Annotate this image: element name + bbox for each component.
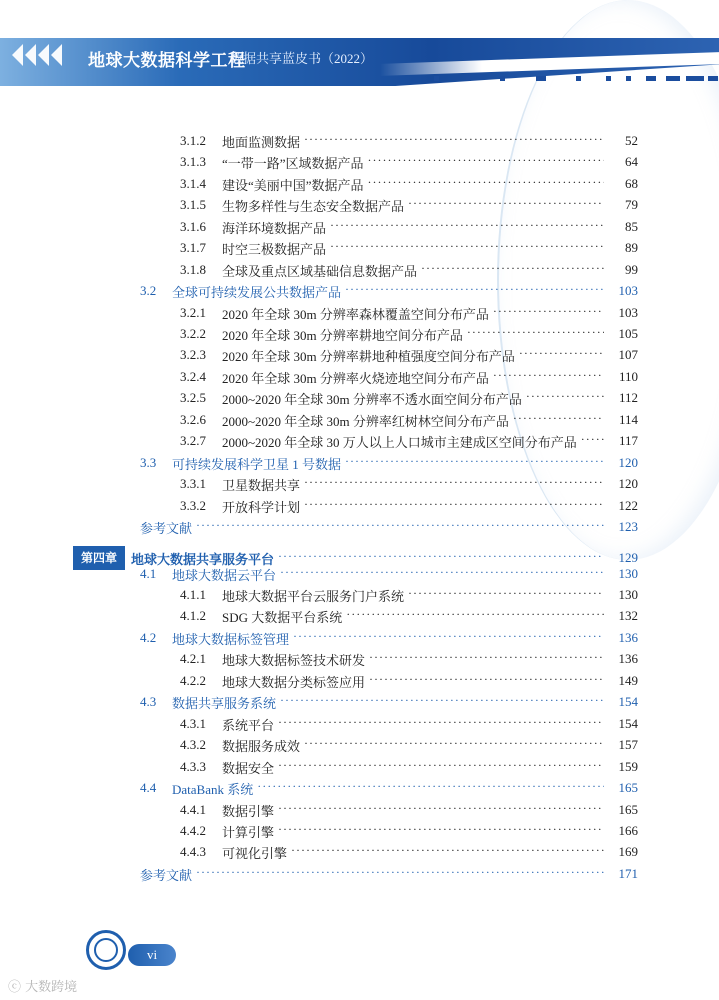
- toc-number: 3.2.7: [180, 433, 206, 448]
- toc-page: 149: [618, 673, 638, 688]
- toc-number: 3.2.4: [180, 369, 206, 384]
- toc-title: 可视化引擎: [222, 845, 288, 861]
- leader-dots: [330, 241, 604, 255]
- leader-dots: [467, 327, 604, 341]
- toc-title: 数据引擎: [222, 803, 275, 819]
- toc-number: 4.3: [140, 694, 157, 709]
- toc-page: 154: [618, 716, 638, 731]
- toc-title: 全球及重点区域基础信息数据产品: [222, 263, 418, 279]
- toc-page: 165: [618, 780, 638, 795]
- toc-page: 112: [618, 390, 638, 405]
- chevron-left-icon: [12, 44, 64, 71]
- toc-subsection[interactable]: [180, 431, 638, 451]
- page-header: [0, 0, 719, 110]
- toc-title: 参考文献: [140, 867, 193, 883]
- toc-number: 3.3.2: [180, 498, 206, 513]
- chapter-title: 地球大数据共享服务平台: [131, 552, 275, 568]
- toc-title: 2020 年全球 30m 分辨率耕地种植强度空间分布产品: [222, 348, 515, 364]
- toc-subsection[interactable]: [180, 367, 638, 387]
- toc-section[interactable]: [140, 628, 638, 648]
- toc-section[interactable]: [140, 778, 638, 798]
- toc-title: 地球大数据云平台: [172, 567, 277, 583]
- toc-number: 3.2.5: [180, 390, 206, 405]
- toc-title: 全球可持续发展公共数据产品: [172, 284, 342, 300]
- toc-section[interactable]: [140, 692, 638, 712]
- toc-page: 68: [625, 176, 638, 191]
- toc-number: 3.2.3: [180, 347, 206, 362]
- leader-dots: [526, 391, 604, 405]
- toc-subsection[interactable]: [180, 800, 638, 820]
- leader-dots: [291, 845, 604, 859]
- leader-dots: [278, 803, 604, 817]
- toc-page: 114: [618, 412, 638, 427]
- toc-page: 117: [618, 433, 638, 448]
- toc-subsection[interactable]: [180, 195, 638, 215]
- toc-subsection[interactable]: [180, 131, 638, 151]
- toc-subsection[interactable]: [180, 303, 638, 323]
- toc-title: 地面监测数据: [222, 134, 301, 150]
- chapter-heading[interactable]: [73, 546, 638, 570]
- leader-dots: [346, 609, 604, 623]
- toc-page: 85: [625, 219, 638, 234]
- toc-subsection[interactable]: [180, 474, 638, 494]
- leader-dots: [278, 717, 604, 731]
- toc-number: 3.1.2: [180, 133, 206, 148]
- toc-subsection[interactable]: [180, 152, 638, 172]
- toc-subsection[interactable]: [180, 410, 638, 430]
- leader-dots: [278, 824, 604, 838]
- toc-number: 3.1.5: [180, 197, 206, 212]
- toc-number: 3.2.2: [180, 326, 206, 341]
- toc-number: 3.1.8: [180, 262, 206, 277]
- toc-title: 地球大数据标签技术研发: [222, 652, 366, 668]
- leader-dots: [369, 652, 604, 666]
- leader-dots: [345, 284, 604, 298]
- leader-dots: [421, 263, 604, 277]
- toc-subsection[interactable]: [180, 671, 638, 691]
- leader-dots: [293, 631, 604, 645]
- toc-number: 4.2: [140, 630, 157, 645]
- toc-page: 171: [618, 866, 638, 881]
- toc-references[interactable]: [140, 517, 638, 537]
- toc-title: 数据共享服务系统: [172, 695, 277, 711]
- toc-number: 3.1.6: [180, 219, 206, 234]
- toc-page: 120: [618, 476, 638, 491]
- toc-number: 4.1: [140, 566, 157, 581]
- toc-title: 2000~2020 年全球 30m 分辨率红树林空间分布产品: [222, 413, 509, 429]
- leader-dots: [513, 413, 604, 427]
- toc-subsection[interactable]: [180, 842, 638, 862]
- toc-subsection[interactable]: [180, 649, 638, 669]
- toc-subsection[interactable]: [180, 821, 638, 841]
- toc-title: 可持续发展科学卫星 1 号数据: [172, 456, 342, 472]
- toc-number: 3.1.3: [180, 154, 206, 169]
- toc-number: 4.1.2: [180, 608, 206, 623]
- toc-number: 4.4.2: [180, 823, 206, 838]
- toc-page: 154: [618, 694, 638, 709]
- toc-number: 3.3: [140, 455, 157, 470]
- toc-title: 计算引擎: [222, 824, 275, 840]
- toc-title: 地球大数据标签管理: [172, 631, 290, 647]
- toc-number: 3.3.1: [180, 476, 206, 491]
- toc-page: 99: [625, 262, 638, 277]
- toc-number: 3.2: [140, 283, 157, 298]
- toc-title: 开放科学计划: [222, 499, 301, 515]
- leader-dots: [304, 738, 604, 752]
- leader-dots: [408, 198, 604, 212]
- toc-title: DataBank 系统: [172, 781, 254, 797]
- toc-page: 122: [618, 498, 638, 513]
- book-title: 地球大数据科学工程: [88, 51, 246, 70]
- header-dot-pattern: [430, 76, 719, 90]
- toc-page: 52: [625, 133, 638, 148]
- toc-page: 157: [618, 737, 638, 752]
- toc-title: 系统平台: [222, 717, 275, 733]
- toc-page: 123: [618, 519, 638, 534]
- leader-dots: [304, 499, 604, 513]
- toc-title: 2000~2020 年全球 30 万人以上人口城市主建成区空间分布产品: [222, 434, 577, 450]
- leader-dots: [278, 760, 604, 774]
- toc-number: 3.1.4: [180, 176, 206, 191]
- toc-title: 2020 年全球 30m 分辨率火烧迹地空间分布产品: [222, 370, 489, 386]
- toc-subsection[interactable]: [180, 238, 638, 258]
- toc-subsection[interactable]: [180, 735, 638, 755]
- toc-number: 4.2.2: [180, 673, 206, 688]
- toc-number: 3.2.1: [180, 305, 206, 320]
- toc-number: 4.1.1: [180, 587, 206, 602]
- toc-title: 建设“美丽中国”数据产品: [222, 177, 364, 193]
- toc-title: 数据服务成效: [222, 738, 301, 754]
- toc-number: 4.3.2: [180, 737, 206, 752]
- toc-title: 地球大数据分类标签应用: [222, 674, 366, 690]
- toc-number: 4.3.1: [180, 716, 206, 731]
- toc-page: 89: [625, 240, 638, 255]
- toc-references[interactable]: [140, 864, 638, 884]
- toc-page: 165: [618, 802, 638, 817]
- chapter-label: 第四章: [73, 546, 125, 570]
- leader-dots: [408, 588, 604, 602]
- toc-number: 4.4: [140, 780, 157, 795]
- leader-dots: [278, 551, 604, 565]
- toc-title: 数据安全: [222, 760, 275, 776]
- book-subtitle: 数据共享蓝皮书（2022）: [230, 51, 374, 66]
- toc-title: 2020 年全球 30m 分辨率森林覆盖空间分布产品: [222, 306, 489, 322]
- toc-subsection[interactable]: [180, 496, 638, 516]
- toc-title: 海洋环境数据产品: [222, 220, 327, 236]
- toc-number: 4.4.3: [180, 844, 206, 859]
- leader-dots: [581, 434, 604, 448]
- toc-number: 3.1.7: [180, 240, 206, 255]
- leader-dots: [257, 781, 604, 795]
- leader-dots: [369, 674, 604, 688]
- leader-dots: [330, 220, 604, 234]
- toc-subsection[interactable]: [180, 388, 638, 408]
- toc-page: 110: [618, 369, 638, 384]
- toc-number: 4.4.1: [180, 802, 206, 817]
- toc-subsection[interactable]: [180, 217, 638, 237]
- leader-dots: [280, 695, 604, 709]
- leader-dots: [196, 520, 604, 534]
- leader-dots: [493, 306, 604, 320]
- toc-subsection[interactable]: [180, 174, 638, 194]
- toc-subsection[interactable]: [180, 324, 638, 344]
- toc-page: 166: [618, 823, 638, 838]
- chapter-page: 129: [618, 550, 638, 565]
- toc-page: 107: [618, 347, 638, 362]
- toc-page: 136: [618, 630, 638, 645]
- toc-section[interactable]: [140, 453, 638, 473]
- leader-dots: [493, 370, 604, 384]
- toc-page: 132: [618, 608, 638, 623]
- toc-title: 时空三极数据产品: [222, 241, 327, 257]
- toc-page: 105: [618, 326, 638, 341]
- page-number: vi: [128, 944, 176, 966]
- toc-page: 103: [618, 305, 638, 320]
- toc-page: 136: [618, 651, 638, 666]
- watermark: ⓒ 大数跨境: [8, 980, 78, 995]
- toc-title: 地球大数据平台云服务门户系统: [222, 588, 405, 604]
- toc-section[interactable]: [140, 281, 638, 301]
- leader-dots: [304, 134, 604, 148]
- leader-dots: [196, 867, 604, 881]
- leader-dots: [368, 155, 604, 169]
- toc-title: 2000~2020 年全球 30m 分辨率不透水面空间分布产品: [222, 391, 522, 407]
- toc-page: 64: [625, 154, 638, 169]
- leader-dots: [519, 348, 604, 362]
- toc-page: 169: [618, 844, 638, 859]
- toc-title: 参考文献: [140, 520, 193, 536]
- leader-dots: [368, 177, 604, 191]
- toc-title: SDG 大数据平台系统: [222, 609, 343, 625]
- toc-subsection[interactable]: [180, 345, 638, 365]
- toc-number: 4.3.3: [180, 759, 206, 774]
- leader-dots: [304, 477, 604, 491]
- toc-subsection[interactable]: [180, 757, 638, 777]
- toc-page: 120: [618, 455, 638, 470]
- leader-dots: [345, 456, 604, 470]
- toc-subsection[interactable]: [180, 606, 638, 626]
- toc-page: 130: [618, 587, 638, 602]
- toc-number: 3.2.6: [180, 412, 206, 427]
- toc-subsection[interactable]: [180, 714, 638, 734]
- toc-page: 159: [618, 759, 638, 774]
- toc-page: 130: [618, 566, 638, 581]
- toc-title: “一带一路”区域数据产品: [222, 155, 364, 171]
- toc-subsection[interactable]: [180, 260, 638, 280]
- toc-title: 2020 年全球 30m 分辨率耕地空间分布产品: [222, 327, 463, 343]
- toc-title: 卫星数据共享: [222, 477, 301, 493]
- toc-page: 79: [625, 197, 638, 212]
- toc-subsection[interactable]: [180, 585, 638, 605]
- toc-page: 103: [618, 283, 638, 298]
- toc-number: 4.2.1: [180, 651, 206, 666]
- toc-title: 生物多样性与生态安全数据产品: [222, 198, 405, 214]
